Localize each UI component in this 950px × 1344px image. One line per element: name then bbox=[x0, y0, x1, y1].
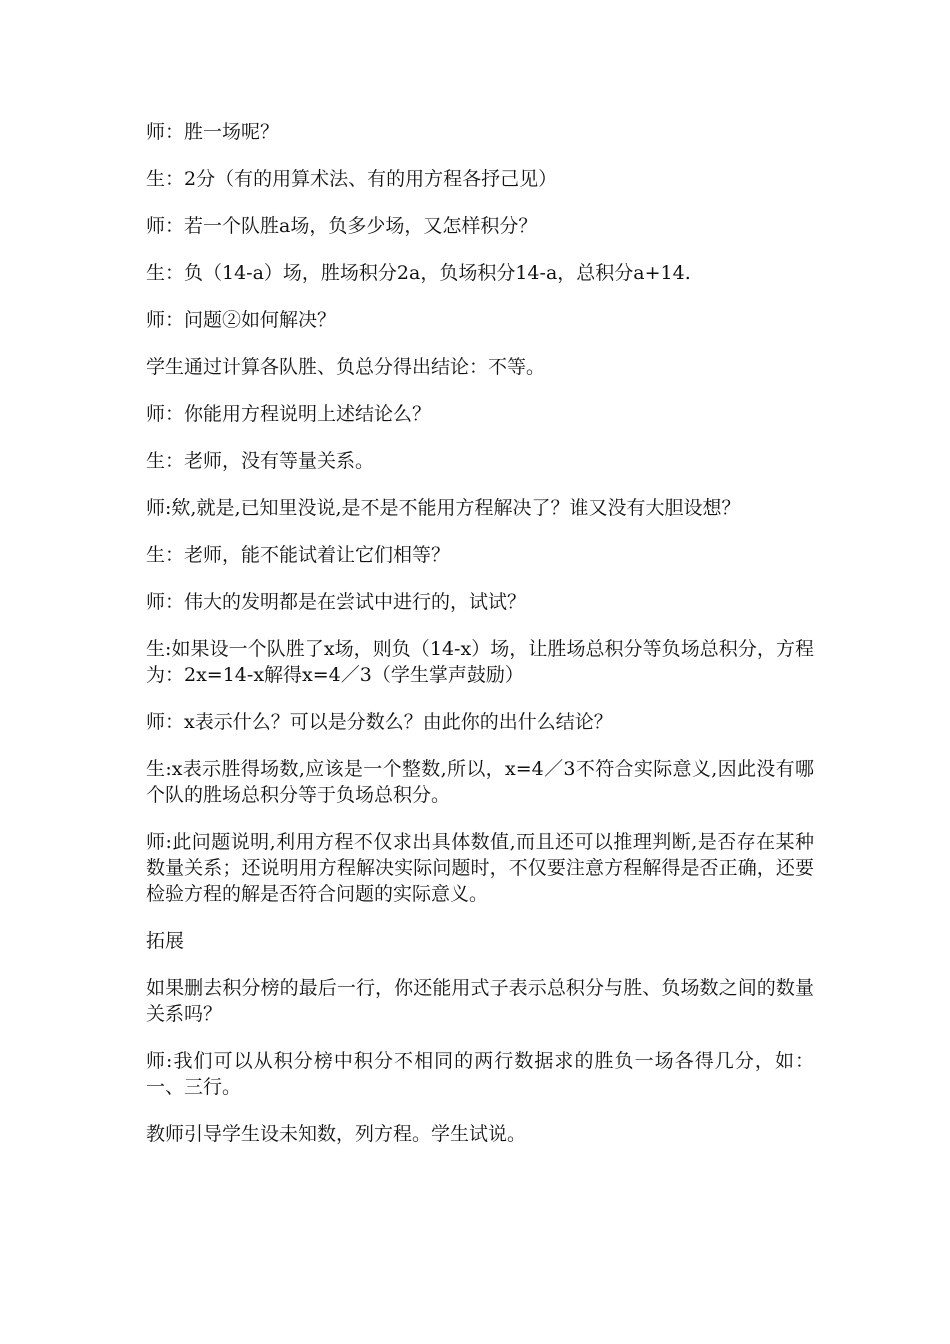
paragraph: 师：问题②如何解决？ bbox=[146, 309, 337, 331]
paragraph: 学生通过计算各队胜、负总分得出结论：不等。 bbox=[146, 356, 546, 378]
paragraph: 师：胜一场呢？ bbox=[146, 121, 280, 143]
paragraph: 师：你能用方程说明上述结论么？ bbox=[146, 403, 432, 425]
paragraph: 生:如果设一个队胜了x场，则负（14-x）场，让胜场总积分等负场总积分，方程为：2x=14-x解得x=4／3（学生掌声鼓励） bbox=[146, 638, 814, 686]
paragraph: 师：伟大的发明都是在尝试中进行的，试试？ bbox=[146, 591, 527, 613]
paragraph: 教师引导学生设未知数，列方程。学生试说。 bbox=[146, 1123, 527, 1145]
paragraph: 师：x表示什么？可以是分数么？由此你的出什么结论？ bbox=[146, 711, 613, 733]
paragraph: 师:欸,就是,已知里没说,是不是不能用方程解决了？谁又没有大胆设想？ bbox=[146, 497, 741, 519]
paragraph: 师：若一个队胜a场，负多少场，又怎样积分？ bbox=[146, 215, 538, 237]
paragraph: 师:此问题说明,利用方程不仅求出具体数值,而且还可以推理判断,是否存在某种数量关系；还说明用方程解决实际问题时，不仅要注意方程解得是否正确，还要检验方程的解是否符合问题的实际意义。 bbox=[146, 831, 814, 905]
paragraph: 如果删去积分榜的最后一行，你还能用式子表示总积分与胜、负场数之间的数量关系吗？ bbox=[146, 977, 814, 1025]
paragraph: 生:x表示胜得场数,应该是一个整数,所以，x=4／3不符合实际意义,因此没有哪个队的胜场总积分等于负场总积分。 bbox=[146, 758, 814, 806]
paragraph: 生：2分（有的用算术法、有的用方程各抒己见） bbox=[146, 168, 558, 190]
paragraph: 师:我们可以从积分榜中积分不相同的两行数据求的胜负一场各得几分，如：一、三行。 bbox=[146, 1050, 814, 1098]
paragraph: 生：负（14-a）场，胜场积分2a，负场积分14-a，总积分a+14. bbox=[146, 262, 691, 284]
paragraph: 生：老师，能不能试着让它们相等？ bbox=[146, 544, 451, 566]
document-body bbox=[146, 119, 814, 1168]
paragraph: 生：老师，没有等量关系。 bbox=[146, 450, 375, 472]
section-heading: 拓展 bbox=[146, 930, 185, 952]
